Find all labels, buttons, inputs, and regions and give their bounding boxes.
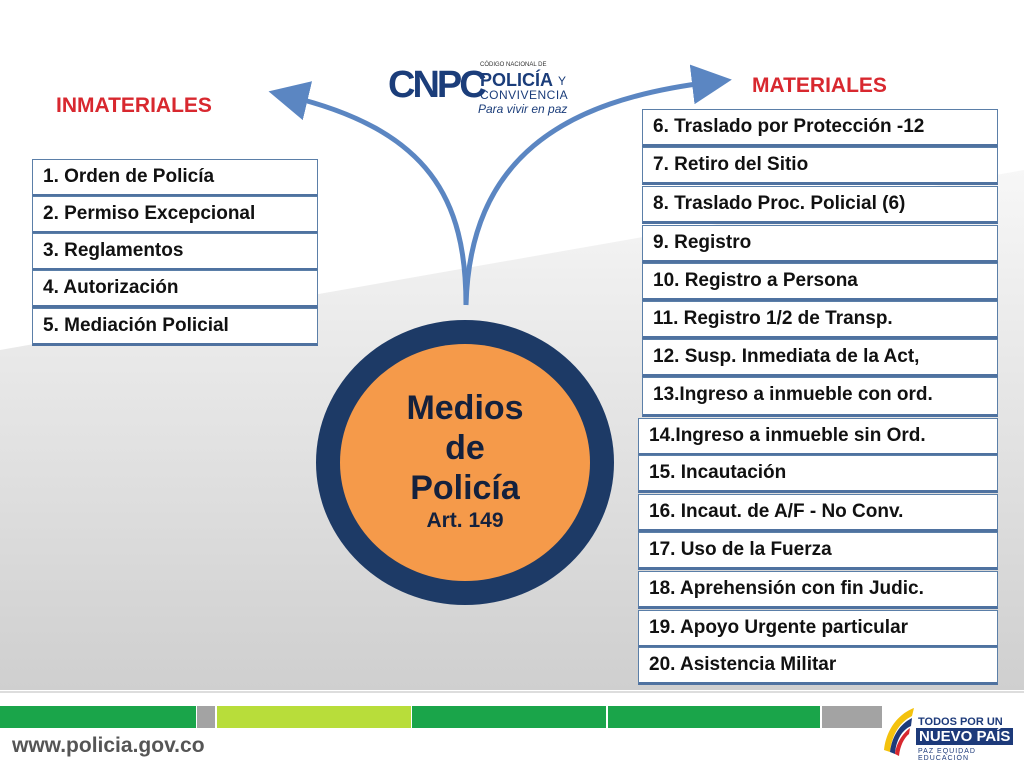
center-circle (316, 320, 614, 605)
brand-line2: NUEVO PAÍS (916, 728, 1013, 745)
logo-tagline: Para vivir en paz (478, 102, 568, 116)
right-item-12: 12. Susp. Inmediata de la Act, (642, 339, 998, 377)
left-item-2: 2. Permiso Excepcional (32, 196, 318, 234)
brand-line3: PAZ EQUIDAD EDUCACIÓN (918, 748, 976, 762)
right-item-15: 15. Incautación (638, 455, 998, 493)
right-item-17: 17. Uso de la Fuerza (638, 532, 998, 570)
colombia-flag-icon (878, 700, 918, 760)
right-item-19: 19. Apoyo Urgente particular (638, 610, 998, 648)
heading-materiales: MATERIALES (752, 74, 887, 97)
right-item-13: 13.Ingreso a inmueble con ord. (642, 377, 998, 417)
footer-bar-gray-2 (822, 706, 882, 728)
logo-policia: POLICÍA (480, 70, 554, 90)
right-item-11: 11. Registro 1/2 de Transp. (642, 301, 998, 339)
left-item-4: 4. Autorización (32, 270, 318, 308)
center-article: Art. 149 (426, 509, 504, 532)
right-item-20: 20. Asistencia Militar (638, 647, 998, 685)
footer-bar-green-2 (412, 706, 606, 728)
right-item-9: 9. Registro (642, 225, 998, 263)
center-title-line2: de (445, 429, 485, 467)
logo-y: Y (558, 74, 567, 88)
right-item-10: 10. Registro a Persona (642, 263, 998, 301)
right-item-7: 7. Retiro del Sitio (642, 147, 998, 185)
logo-code-label: CÓDIGO NACIONAL DE (480, 62, 547, 68)
footer-bar-lime (217, 706, 411, 728)
footer-bar-gray (197, 706, 215, 728)
right-item-14: 14.Ingreso a inmueble sin Ord. (638, 418, 998, 456)
right-item-18: 18. Aprehensión con fin Judic. (638, 571, 998, 609)
left-item-5: 5. Mediación Policial (32, 308, 318, 346)
government-brand-logo (878, 700, 1018, 762)
logo-acronym: CNPC (388, 64, 484, 106)
footer-bar-green-1 (0, 706, 196, 728)
right-item-6: 6. Traslado por Protección -12 (642, 109, 998, 147)
footer-url: www.policia.gov.co (12, 734, 205, 757)
right-item-8: 8. Traslado Proc. Policial (6) (642, 186, 998, 224)
left-item-3: 3. Reglamentos (32, 233, 318, 271)
left-item-1: 1. Orden de Policía (32, 159, 318, 197)
center-circle-inner (340, 344, 590, 581)
logo-convivencia: CONVIVENCIA (480, 88, 569, 102)
heading-inmateriales: INMATERIALES (56, 94, 212, 117)
right-item-16: 16. Incaut. de A/F - No Conv. (638, 494, 998, 532)
center-title-line3: Policía (410, 469, 520, 507)
center-title-line1: Medios (406, 389, 524, 427)
brand-line1: TODOS POR UN (918, 716, 1003, 728)
footer-bar-green-3 (608, 706, 820, 728)
cnpc-logo (388, 60, 574, 135)
